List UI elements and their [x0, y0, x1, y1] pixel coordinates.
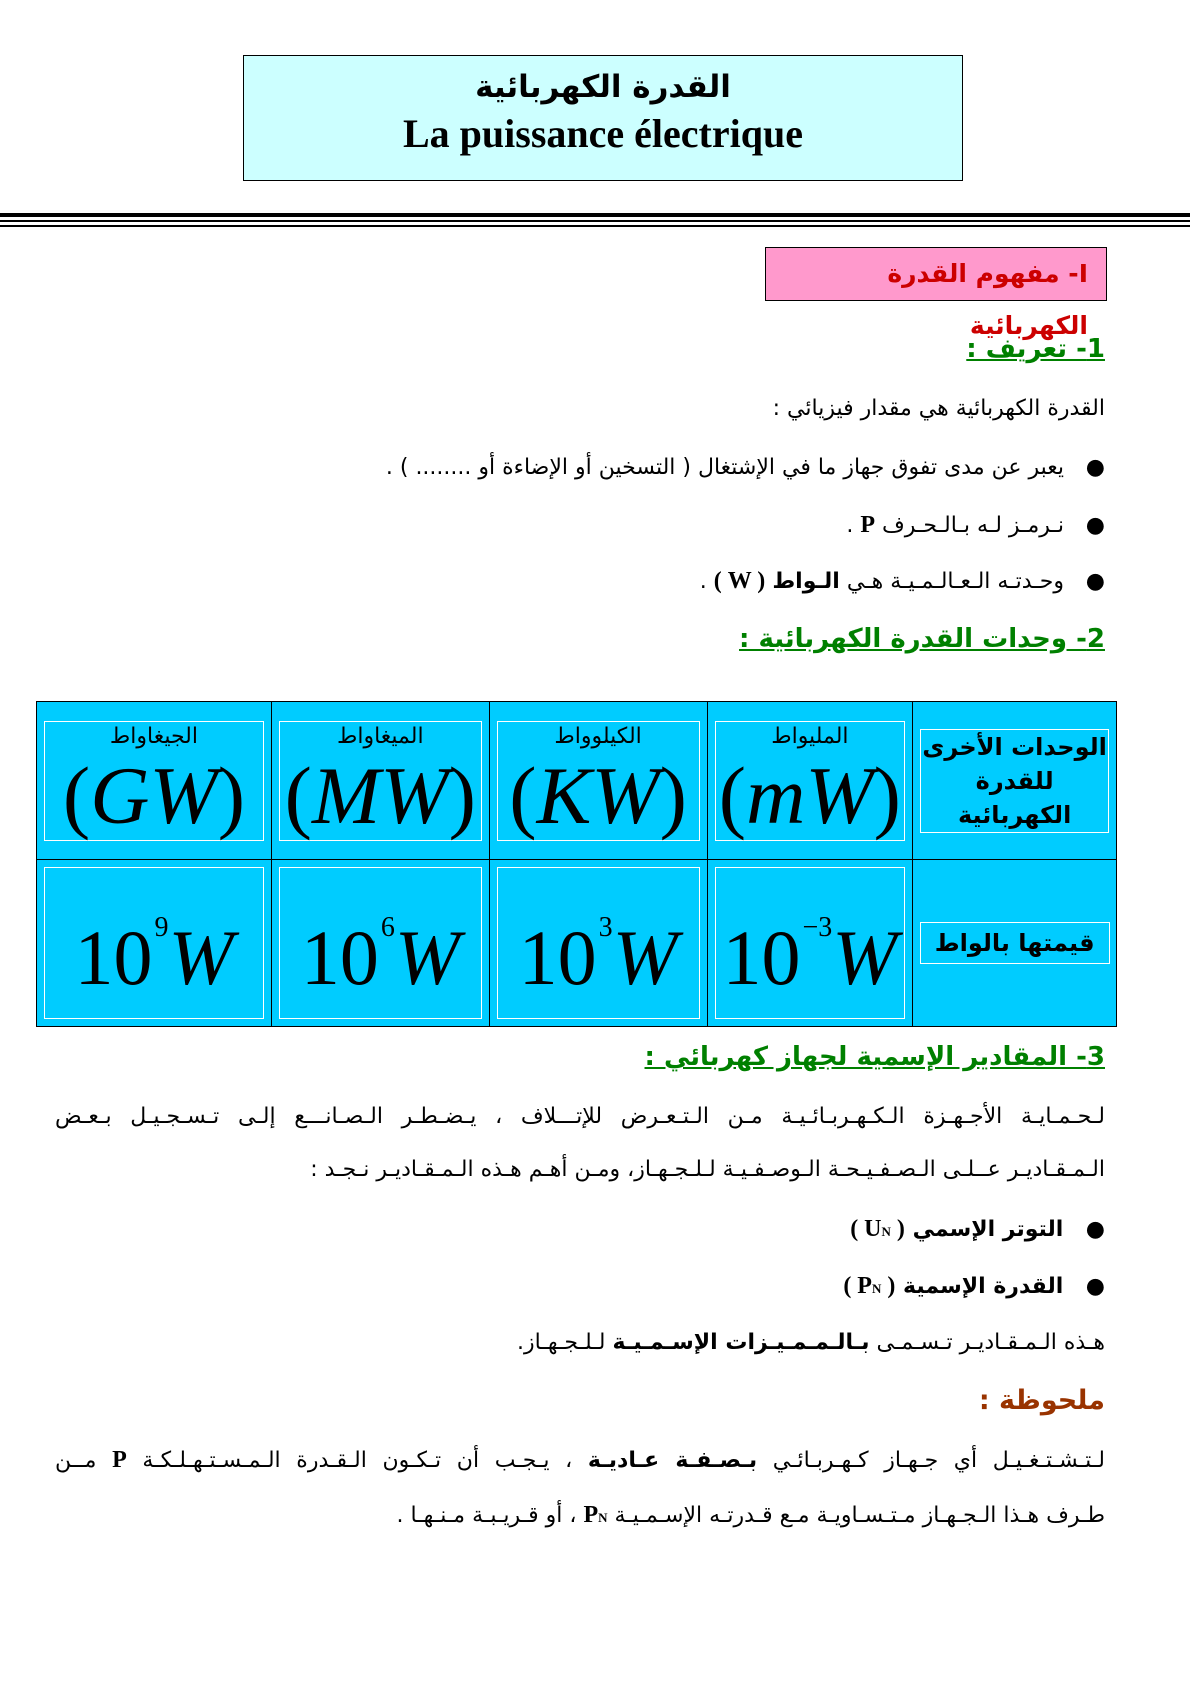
- title-french: La puissance électrique: [403, 111, 803, 156]
- unit-value-cell: $10^6W$: [271, 860, 489, 1027]
- note-heading: ملحوظة :: [978, 1385, 1105, 1416]
- bullet-icon: ●: [1085, 1274, 1105, 1299]
- bullet-icon: ●: [1085, 569, 1105, 594]
- unit-value-cell: $10^3W$: [489, 860, 707, 1027]
- list-item: ● وحـدتـه الـعـالـمـيـة هـي الـواط ( W ) .: [699, 568, 1105, 594]
- bullet-icon: ●: [1085, 513, 1105, 538]
- bullet-icon: ●: [1085, 455, 1105, 480]
- divider-rule: [0, 213, 1190, 217]
- nominal-paragraph-line: لـحـمـايـة الأجـهـزة الـكـهـربـائـيـة مـن الـتـعـرض للإتـــلاف ، يـضـطـر الـصـانـــع إلـى تـسـجـيـل بـعـض: [55, 1104, 1105, 1129]
- units-header-cell: الوحدات الأخرى للقدرة الكهربائية: [913, 702, 1117, 860]
- definition-intro: القدرة الكهربائية هي مقدار فيزيائي :: [772, 396, 1105, 421]
- units-table: [36, 701, 1117, 1027]
- title-arabic: القدرة الكهربائية: [475, 69, 731, 105]
- definition-heading: 1- تعريف :: [966, 334, 1105, 364]
- title-box: [243, 55, 963, 181]
- divider-rule: [0, 220, 1190, 222]
- list-item: ● القدرة الإسمية ( PN ): [843, 1273, 1105, 1299]
- note-line: طـرف هـذا الـجـهـاز مـتـسـاويـة مـع قـدرتـه الإسـمـيـة PN ، أو قـريـبـة مـنـهـا .: [396, 1502, 1105, 1528]
- unit-cell: الجيغاواط (GW): [37, 702, 272, 860]
- unit-cell: الميغاواط (MW): [271, 702, 489, 860]
- units-value-label-cell: قيمتها بالواط: [913, 860, 1117, 1027]
- unit-cell: المليواط (mW): [707, 702, 913, 860]
- nominal-paragraph-line: الـمـقـاديـر عــلـى الـصـفـيـحـة الـوصـفـيـة لـلـجـهـاز، ومـن أهـم هـذه الـمـقـاديـر نـجـد :: [310, 1157, 1105, 1182]
- section-heading: I- مفهوم القدرة الكهربائية: [765, 247, 1107, 301]
- divider-rule: [0, 225, 1190, 227]
- nominal-heading: 3- المقادير الإسمية لجهاز كهربائي :: [644, 1042, 1105, 1072]
- unit-value-cell: $10^{-3}W$: [707, 860, 913, 1027]
- list-item: ● يعبر عن مدى تفوق جهاز ما في الإشتغال ( التسخين أو الإضاءة أو ........ ) .: [385, 455, 1105, 480]
- unit-value-cell: $10^9W$: [37, 860, 272, 1027]
- units-heading: 2- وحدات القدرة الكهربائية :: [739, 624, 1105, 654]
- bullet-icon: ●: [1085, 1217, 1105, 1242]
- note-line: لـتـشـتـغـيـل أي جـهـاز كـهـربـائـي بـصـفـة عـاديـة ، يـجـب أن تـكـون الـقـدرة الـمـسـتـهـلـكـة P مــن: [55, 1447, 1105, 1473]
- unit-cell: الكيلوواط (KW): [489, 702, 707, 860]
- list-item: ● نـرمـز لـه بـالـحـرف P .: [846, 512, 1105, 538]
- nominal-summary: هـذه الـمـقـاديـر تـسـمـى بـالـمـمـيـزات الإسـمـيـة لـلـجـهـاز.: [517, 1330, 1105, 1355]
- list-item: ● التوتر الإسمي ( UN ): [850, 1216, 1105, 1242]
